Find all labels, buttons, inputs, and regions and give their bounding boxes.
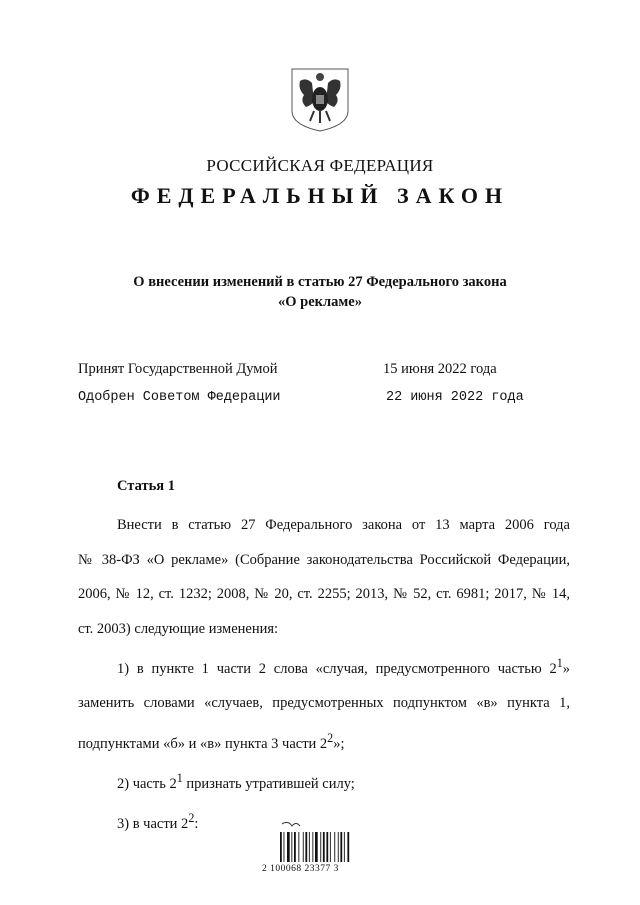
intro-line-3: 2006, № 12, ст. 1232; 2008, № 20, ст. 2255; 2013, № 52, ст. 6981; 2017, № 14, [78, 586, 570, 602]
item-2-text-b: признать утратившей силу; [182, 775, 355, 792]
item-3-sup: 2 [188, 811, 195, 826]
item-1-text-a: 1) в пункте 1 части 2 слова «случая, предусмотренного частью 2 [117, 660, 557, 677]
barcode-number: 2 100068 23377 3 [262, 864, 339, 874]
law-type-heading: ФЕДЕРАЛЬНЫЙ ЗАКОН [130, 183, 510, 208]
item-1-sup-a: 1 [556, 656, 563, 670]
duma-label: Принят Государственной Думой [78, 361, 278, 377]
item-3-text-a: 3) в части 2 [117, 816, 189, 833]
item-1-sup-c: 2 [327, 730, 334, 745]
article-heading: Статья 1 [117, 478, 175, 494]
council-label: Одобрен Советом Федерации [78, 390, 281, 405]
item-2-sup: 1 [176, 771, 183, 786]
law-title [0, 272, 640, 312]
item-1-text-a-end: » [562, 660, 570, 677]
item-2-text-a: 2) часть 2 [117, 775, 177, 792]
article-body [78, 508, 570, 842]
intro-line-4: ст. 2003) следующие изменения: [78, 620, 279, 637]
intro-line-1: Внести в статью 27 Федерального закона от 13 марта 2006 года [117, 517, 570, 533]
item-2-line [78, 761, 570, 801]
law-title-line-2: «О рекламе» [278, 294, 362, 310]
intro-line-2: № 38-ФЗ «О рекламе» (Собрание законодательства Российской Федерации, [78, 551, 570, 568]
coat-of-arms-emblem [290, 67, 350, 133]
item-1-line-1 [78, 646, 570, 686]
item-1-line-3 [78, 721, 570, 761]
country-name: РОССИЙСКАЯ ФЕДЕРАЦИЯ [206, 156, 434, 175]
item-1-line-2: заменить словами «случаев, предусмотренных подпунктом «в» пункта 1, [78, 695, 570, 712]
item-3-text-b: : [194, 816, 199, 833]
item-1-text-c-end: »; [333, 735, 345, 752]
law-title-line-1: О внесении изменений в статью 27 Федерального закона [133, 274, 507, 290]
item-1-text-c: подпунктами «б» и «в» пункта 3 части 2 [78, 735, 328, 752]
duma-date: 15 июня 2022 года [383, 361, 497, 377]
council-date: 22 июня 2022 года [386, 390, 524, 405]
